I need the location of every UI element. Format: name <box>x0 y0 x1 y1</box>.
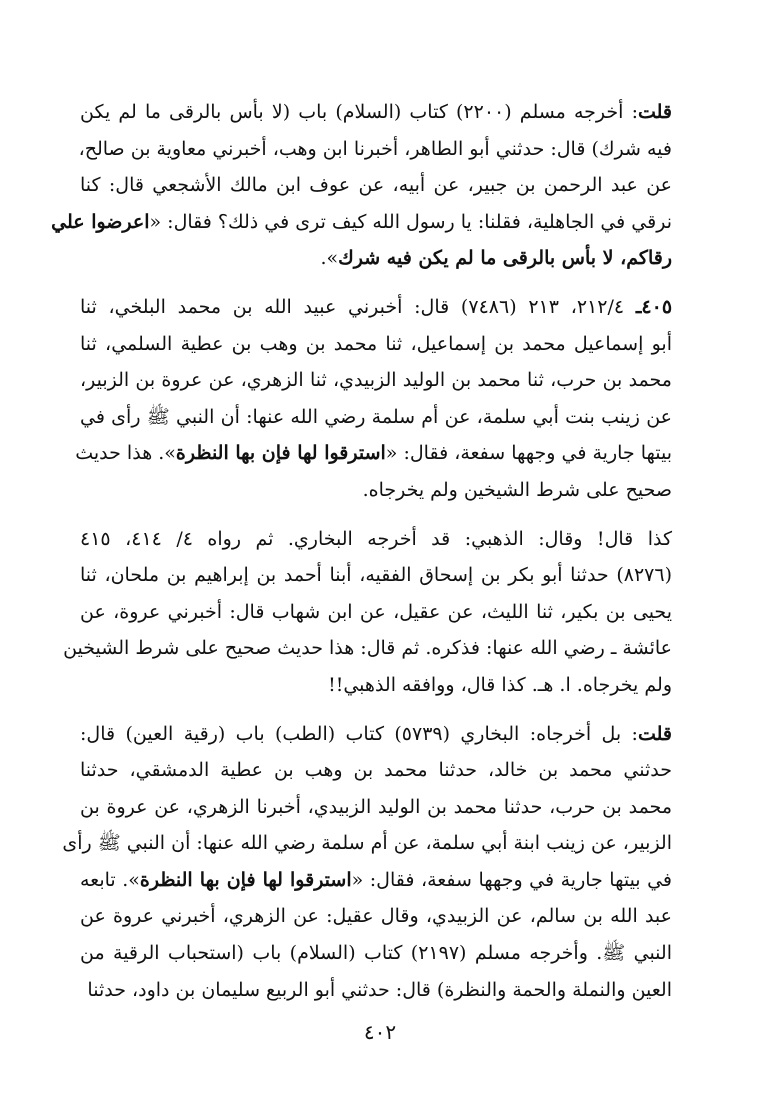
text-line <box>80 167 672 204</box>
text-line <box>80 667 672 704</box>
text-segment: نرقي في الجاهلية، فقلنا: يا رسول الله كيف ترى في ذلك؟ فقال: « <box>149 210 672 233</box>
text-segment: بيتها جارية في وجهها سفعة، فقال: « <box>385 442 672 465</box>
body-text <box>51 94 673 1008</box>
paragraph <box>63 521 673 704</box>
text-segment: العين والنملة والحمة والنظرة) قال: حدثني أبو الربيع سليمان بن داود، حدثنا <box>87 978 672 1001</box>
bold-text: قلت <box>637 101 672 123</box>
text-line <box>80 326 672 363</box>
text-line <box>80 752 672 789</box>
text-segment: ». <box>320 247 339 270</box>
text-line <box>80 399 672 436</box>
text-segment: محمد بن حرب، ثنا محمد بن الوليد الزبيدي، ثنا الزهري، عن عروة بن الزبير، <box>80 369 672 392</box>
text-line <box>75 435 672 472</box>
text-segment: (٨٢٧٦) حدثنا أبو بكر بن إسحاق الفقيه، أبنا أحمد بن إبراهيم بن ملحان، ثنا <box>80 564 672 587</box>
bold-text: استرقوا لها فإن بها النظرة <box>175 442 386 465</box>
bold-text: استرقوا لها فإن بها النظرة <box>139 868 352 891</box>
text-segment: الزبير، عن زينب ابنة أبي سلمة، عن أم سلمة رضي الله عنها: أن النبي ﷺ رأى <box>62 832 672 855</box>
text-line <box>80 594 672 631</box>
paragraph <box>62 716 673 1009</box>
text-segment: ». تابعه <box>80 868 140 891</box>
text-segment: عائشة ـ رضي الله عنها: فذكره. ثم قال: هذا حديث صحيح على شرط الشيخين <box>63 637 672 660</box>
text-segment: حدثني محمد بن خالد، حدثنا محمد بن وهب بن عطية الدمشقي، حدثنا <box>80 759 672 782</box>
text-line <box>80 94 672 131</box>
text-segment: أبو إسماعيل محمد بن إسماعيل، ثنا محمد بن وهب بن عطية السلمي، ثنا <box>80 332 672 355</box>
paragraph <box>51 94 672 277</box>
paragraph <box>75 289 673 509</box>
text-line <box>80 472 672 509</box>
text-segment: عن زينب بنت أبي سلمة، عن أم سلمة رضي الله عنها: أن النبي ﷺ رأى في <box>80 405 672 428</box>
text-segment: كذا قال! وقال: الذهبي: قد أخرجه البخاري. ثم رواه ٤/ ٤١٤، ٤١٥ <box>80 527 673 550</box>
bold-text: اعرضوا علي <box>51 210 150 233</box>
text-line <box>80 521 672 558</box>
text-line <box>80 716 672 753</box>
text-line <box>80 972 672 1009</box>
text-segment: النبي ﷺ. وأخرجه مسلم (٢١٩٧) كتاب (السلام) باب (استحباب الرقية من <box>80 942 672 965</box>
text-line <box>80 935 672 972</box>
text-line <box>51 204 672 241</box>
text-segment: عبد الله بن سالم، عن الزبيدي، وقال عقيل: عن الزهري، أخبرني عروة عن <box>80 905 672 928</box>
text-line <box>80 557 672 594</box>
text-segment: فيه شرك) قال: حدثني أبو الطاهر، أخبرنا ابن وهب، أخبرني معاوية بن صالح، <box>78 137 672 160</box>
text-segment: ». هذا حديث <box>75 442 176 465</box>
bold-text: رقاكم، لا بأس بالرقى ما لم يكن فيه شرك <box>338 247 672 270</box>
text-line <box>80 131 672 168</box>
page-number: ٤٠٢ <box>363 1020 397 1044</box>
text-line <box>80 862 672 899</box>
bold-text: ٤٠٥ـ <box>635 295 673 318</box>
text-segment: محمد بن حرب، حدثنا محمد بن الوليد الزبيدي، أخبرنا الزهري، عن عروة بن <box>80 795 672 818</box>
text-line <box>80 898 672 935</box>
text-line <box>80 289 672 326</box>
text-line <box>63 630 672 667</box>
text-segment: : بل أخرجاه: البخاري (٥٧٣٩) كتاب (الطب) باب (رقية العين) قال: <box>80 722 638 745</box>
text-segment: عن عبد الرحمن بن جبير، عن أبيه، عن عوف ابن مالك الأشجعي قال: كنا <box>80 174 672 197</box>
text-segment: ٢١٢/٤، ٢١٣ (٧٤٨٦) قال: أخبرني عبيد الله بن محمد البلخي، ثنا <box>80 295 636 318</box>
text-line <box>80 789 672 826</box>
text-line <box>62 825 672 862</box>
text-line <box>80 240 672 277</box>
text-segment: : أخرجه مسلم (٢٢٠٠) كتاب (السلام) باب (لا بأس بالرقى ما لم يكن <box>80 101 638 123</box>
text-line <box>80 362 672 399</box>
text-segment: ولم يخرجاه. ا. هـ. كذا قال، ووافقه الذهبي!! <box>328 673 672 696</box>
text-segment: في بيتها جارية في وجهها سفعة، فقال: « <box>351 868 673 891</box>
text-segment: صحيح على شرط الشيخين ولم يخرجاه. <box>362 478 672 501</box>
bold-text: قلت <box>637 722 672 745</box>
text-segment: يحيى بن بكير، ثنا الليث، عن عقيل، عن ابن شهاب قال: أخبرني عروة، عن <box>80 600 672 623</box>
